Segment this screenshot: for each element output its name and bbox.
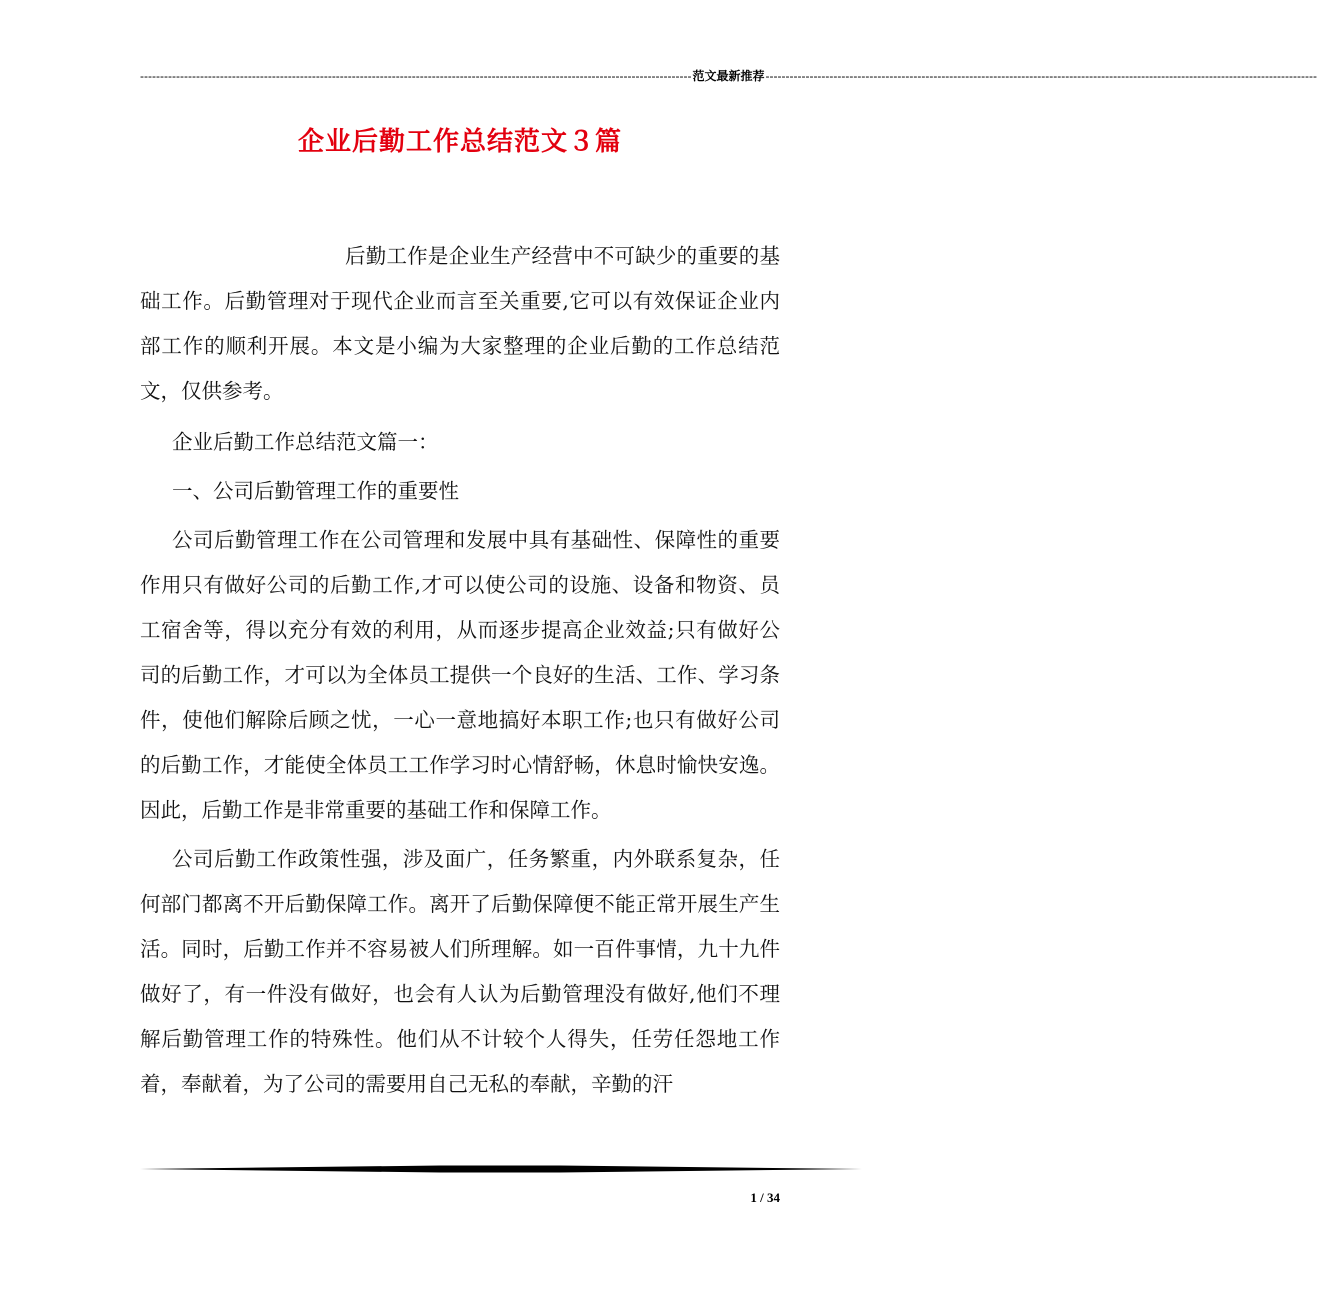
intro-paragraph: 后勤工作是企业生产经营中不可缺少的重要的基础工作。后勤管理对于现代企业而言至关重要,它可以有效保证企业内部工作的顺利开展。本文是小编为大家整理的企业后勤的工作总结范文，仅供参考。 — [140, 244, 780, 403]
footer-divider-line — [140, 1164, 862, 1174]
header-dash-right: ------------------------------------------------------------------------------------------------------------------------------------------ — [765, 69, 1317, 83]
document-body — [140, 234, 780, 1111]
document-title: 企业后勤工作总结范文３篇 — [297, 127, 622, 157]
section-heading: 企业后勤工作总结范文篇一： — [172, 430, 439, 454]
body-paragraph: 公司后勤管理工作在公司管理和发展中具有基础性、保障性的重要作用只有做好公司的后勤工作,才可以使公司的设施、设备和物资、员工宿舍等，得以充分有效的利用，从而逐步提高企业效益;只有做好公司的后勤工作，才可以为全体员工提供一个良好的生活、工作、学习条件，使他们解除后顾之忧，一心一意地搞好本职工作;也只有做好公司的后勤工作，才能使全体员工工作学习时心情舒畅，休息时愉快安逸。因此，后勤工作是非常重要的基础工作和保障工作。 — [140, 528, 780, 822]
header-label: 范文最新推荐 — [692, 69, 765, 83]
page-number: 1 / 34 — [750, 1190, 780, 1205]
footer-divider — [140, 1164, 862, 1174]
page-header — [140, 68, 1317, 84]
body-paragraph: 公司后勤工作政策性强，涉及面广，任务繁重，内外联系复杂，任何部门都离不开后勤保障工作。离开了后勤保障便不能正常开展生产生活。同时，后勤工作并不容易被人们所理解。如一百件事情，九十九件做好了，有一件没有做好，也会有人认为后勤管理没有做好,他们不理解后勤管理工作的特殊性。他们从不计较个人得失，任劳任怨地工作着，奉献着，为了公司的需要用自己无私的奉献，辛勤的汗 — [140, 847, 780, 1096]
subsection-heading: 一、公司后勤管理工作的重要性 — [172, 479, 459, 503]
header-dash-left: ------------------------------------------------------------------------------------------------------------------------------------------ — [140, 69, 692, 83]
